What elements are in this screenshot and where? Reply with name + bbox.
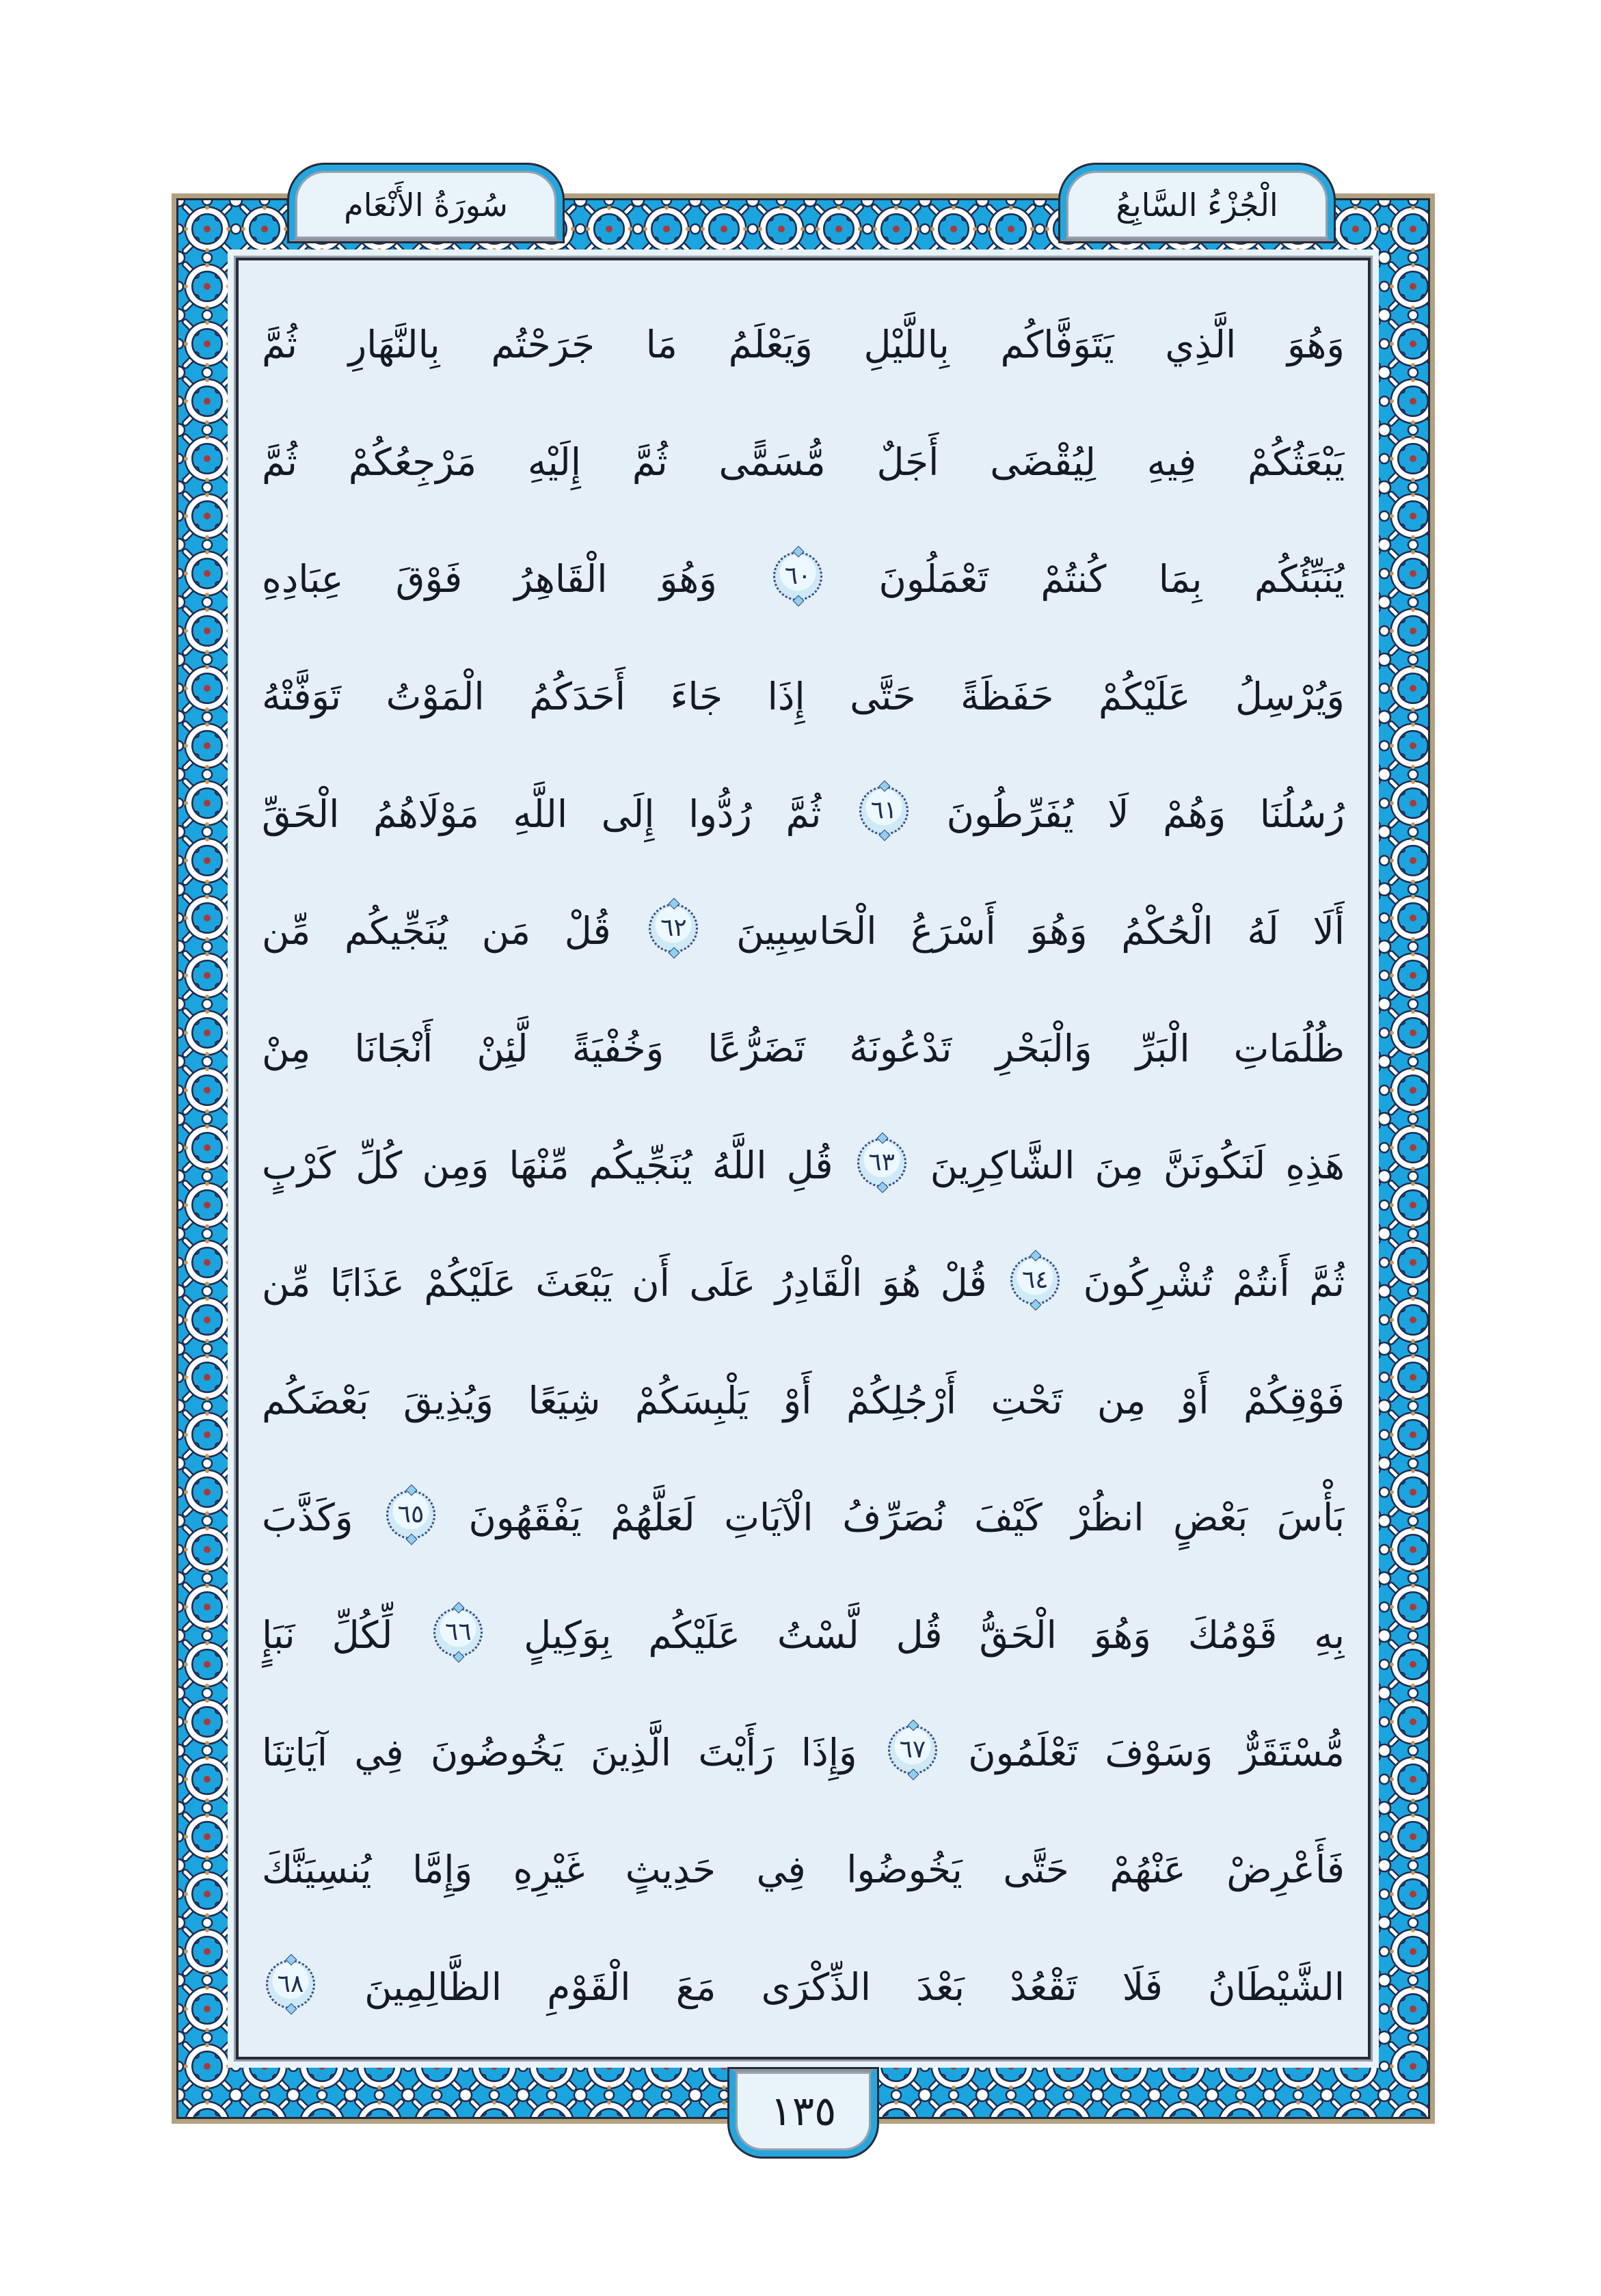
mushaf-line [262, 990, 1345, 1107]
mushaf-line [262, 1107, 1345, 1224]
ayah-end-marker: ٦٨ [266, 1960, 315, 2009]
mushaf-line [262, 1342, 1345, 1459]
ayah-text: وَكَذَّبَ [262, 1496, 353, 1540]
ayah-text: وَإِذَا رَأَيْتَ الَّذِينَ يَخُوضُونَ فِي آيَاتِنَا [262, 1730, 857, 1774]
juz-name-tab [1060, 165, 1334, 241]
mushaf-line [262, 1929, 1345, 2046]
ayah-text: فَأَعْرِضْ عَنْهُمْ حَتَّى يَخُوضُوا فِي حَدِيثٍ غَيْرِهِ وَإِمَّا يُنسِيَنَّكَ [262, 1848, 1345, 1892]
ayah-end-marker: ٦٥ [386, 1490, 435, 1539]
mushaf-line [262, 756, 1345, 873]
ayah-text: ثُمَّ رُدُّوا إِلَى اللَّهِ مَوْلَاهُمُ الْحَقِّ [262, 792, 822, 836]
mushaf-line [262, 1225, 1345, 1342]
mushaf-line [262, 521, 1345, 638]
page-number-tab [729, 2069, 877, 2157]
ayah-text: أَلَا لَهُ الْحُكْمُ وَهُوَ أَسْرَعُ الْحَاسِبِينَ [736, 909, 1345, 954]
mushaf-line [262, 1811, 1345, 1928]
ayah-end-marker: ٦٧ [888, 1725, 937, 1774]
ayah-end-marker: ٦٣ [857, 1138, 906, 1187]
mushaf-line [262, 1694, 1345, 1811]
ayah-text: رُسُلُنَا وَهُمْ لَا يُفَرِّطُونَ [946, 792, 1345, 836]
ayah-text: بِهِ قَوْمُكَ وَهُوَ الْحَقُّ قُل لَّسْتُ عَلَيْكُم بِوَكِيلٍ [524, 1613, 1345, 1658]
ayah-text: ثُمَّ أَنتُمْ تُشْرِكُونَ [1083, 1261, 1345, 1306]
ayah-text: قُلِ اللَّهُ يُنَجِّيكُم مِّنْهَا وَمِن كُلِّ كَرْبٍ [262, 1144, 833, 1188]
ornamental-frame [176, 186, 1430, 2135]
page-number: ١٣٥ [770, 2087, 837, 2135]
mushaf-line [262, 873, 1345, 990]
ayah-end-marker: ٦٦ [433, 1608, 483, 1657]
ayah-text: ظُلُمَاتِ الْبَرِّ وَالْبَحْرِ تَدْعُونَهُ تَضَرُّعًا وَخُفْيَةً لَّئِنْ أَنْجَانَا مِنْ [262, 1026, 1345, 1070]
surah-name-tab [289, 165, 563, 241]
ayah-text: لِّكُلِّ نَبَإٍ [262, 1613, 393, 1658]
ayah-end-marker: ٦٠ [773, 552, 822, 601]
ayah-text: وَهُوَ الْقَاهِرُ فَوْقَ عِبَادِهِ [262, 557, 717, 602]
mushaf-line [262, 286, 1345, 403]
juz-name: الْجُزْءُ السَّابِعُ [1116, 186, 1278, 224]
mushaf-line [262, 404, 1345, 521]
ayah-text: قُلْ مَن يُنَجِّيكُم مِّن [262, 909, 611, 954]
ayah-text: فَوْقِكُمْ أَوْ مِن تَحْتِ أَرْجُلِكُمْ أَوْ يَلْبِسَكُمْ شِيَعًا وَيُذِيقَ بَعْضَكُم [262, 1378, 1345, 1422]
ayah-end-marker: ٦٤ [1010, 1256, 1060, 1305]
ayah-text: الشَّيْطَانُ فَلَا تَقْعُدْ بَعْدَ الذِّكْرَى مَعَ الْقَوْمِ الظَّالِمِينَ [364, 1964, 1345, 2009]
ayah-end-marker: ٦٢ [649, 904, 698, 953]
ayah-text: وَيُرْسِلُ عَلَيْكُمْ حَفَظَةً حَتَّى إِذَا جَاءَ أَحَدَكُمُ الْمَوْتُ تَوَفَّتْهُ [262, 674, 1345, 718]
text-panel [236, 258, 1371, 2059]
mushaf-line [262, 1459, 1345, 1576]
ayah-text: قُلْ هُوَ الْقَادِرُ عَلَى أَن يَبْعَثَ عَلَيْكُمْ عَذَابًا مِّن [262, 1261, 987, 1306]
ayah-text: يَبْعَثُكُمْ فِيهِ لِيُقْضَى أَجَلٌ مُّسَمًّى ثُمَّ إِلَيْهِ مَرْجِعُكُمْ ثُمَّ [262, 440, 1345, 484]
mushaf-line [262, 638, 1345, 755]
mushaf-line [262, 1577, 1345, 1694]
mushaf-lines [262, 286, 1345, 2046]
ayah-text: وَهُوَ الَّذِي يَتَوَفَّاكُم بِاللَّيْلِ وَيَعْلَمُ مَا جَرَحْتُم بِالنَّهَارِ ثُمَّ [262, 323, 1345, 366]
ayah-text: مُّسْتَقَرٌّ وَسَوْفَ تَعْلَمُونَ [968, 1730, 1345, 1774]
ayah-text: يُنَبِّئُكُم بِمَا كُنتُمْ تَعْمَلُونَ [878, 557, 1345, 602]
surah-name: سُورَةُ الأَنْعَام [344, 186, 508, 224]
ayah-text: هَذِهِ لَنَكُونَنَّ مِنَ الشَّاكِرِينَ [930, 1144, 1345, 1188]
ayah-end-marker: ٦١ [859, 786, 909, 835]
ayah-text: بَأْسَ بَعْضٍ انظُرْ كَيْفَ نُصَرِّفُ الْآيَاتِ لَعَلَّهُمْ يَفْقَهُونَ [468, 1496, 1345, 1540]
